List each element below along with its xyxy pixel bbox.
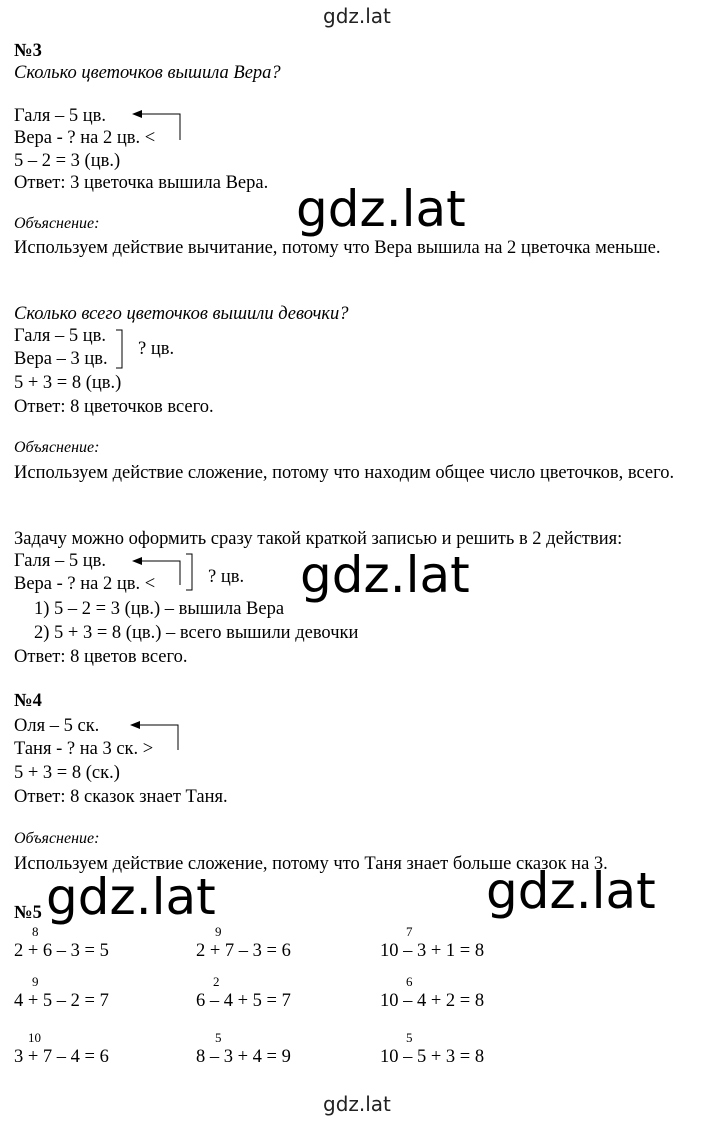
task3-answer1: Ответ: 3 цветочка вышила Вера. [14, 173, 269, 193]
task3-b-line2: Вера – 3 цв. [14, 349, 108, 369]
task4-expl-label: Объяснение: [14, 830, 100, 847]
task5-sup: 6 [406, 974, 413, 989]
task5-sup: 7 [406, 924, 413, 939]
task5-sup: 9 [215, 924, 222, 939]
task3-c-step1: 1) 5 – 2 = 3 (цв.) – вышила Вера [34, 599, 285, 619]
task3-b-answer: Ответ: 8 цветочков всего. [14, 397, 214, 417]
task5-expr: 6 – 4 + 5 = 7 [196, 991, 291, 1011]
task5-sup: 5 [215, 1030, 222, 1045]
task3-question1: Сколько цветочков вышила Вера? [14, 63, 281, 83]
task3-c-line2: Вера - ? на 2 цв. < [14, 574, 156, 594]
task5-expr: 4 + 5 – 2 = 7 [14, 991, 109, 1011]
task5-sup: 5 [406, 1030, 413, 1045]
task3-explanation1: Используем действие вычитание, потому что Вера вышила на 2 цветочка меньше. [14, 238, 661, 258]
watermark: gdz.lat [300, 546, 470, 604]
task3-expl-label2: Объяснение: [14, 439, 100, 456]
task5-expr: 2 + 7 – 3 = 6 [196, 941, 291, 961]
task3-b-total: ? цв. [138, 339, 175, 359]
task5-expr: 10 – 3 + 1 = 8 [380, 941, 485, 961]
task3-line2: Вера - ? на 2 цв. < [14, 128, 156, 148]
task3-combined-intro: Задачу можно оформить сразу такой краткой записью и решить в 2 действия: [14, 529, 623, 549]
task5-sup: 2 [213, 974, 220, 989]
task3-b-line1: Галя – 5 цв. [14, 326, 106, 346]
task3-c-total: ? цв. [208, 567, 245, 587]
task3-question2: Сколько всего цветочков вышили девочки? [14, 304, 349, 324]
site-footer: gdz.lat [323, 1092, 391, 1116]
task4-explanation: Используем действие сложение, потому что Таня знает больше сказок на 3. [14, 854, 608, 874]
task3-b-line3: 5 + 3 = 8 (цв.) [14, 373, 122, 393]
task5-expr: 8 – 3 + 4 = 9 [196, 1047, 291, 1067]
task3-explanation2: Используем действие сложение, потому что находим общее число цветочков, всего. [14, 463, 675, 483]
task3-c-line1: Галя – 5 цв. [14, 551, 106, 571]
task5-expr: 10 – 5 + 3 = 8 [380, 1047, 485, 1067]
task5-sup: 8 [32, 924, 39, 939]
task5-expr: 10 – 4 + 2 = 8 [380, 991, 485, 1011]
watermark: gdz.lat [296, 180, 466, 238]
task4-line2: Таня - ? на 3 ск. > [14, 739, 154, 759]
task5-expr: 3 + 7 – 4 = 6 [14, 1047, 109, 1067]
task3-c-answer: Ответ: 8 цветов всего. [14, 647, 188, 667]
task4-line1: Оля – 5 ск. [14, 716, 100, 736]
task3-line1: Галя – 5 цв. [14, 106, 106, 126]
watermark: gdz.lat [46, 868, 216, 926]
task4-number: №4 [14, 691, 42, 711]
task3-line3: 5 – 2 = 3 (цв.) [14, 151, 121, 171]
task5-number: №5 [14, 903, 42, 923]
site-header: gdz.lat [323, 4, 391, 28]
task4-line3: 5 + 3 = 8 (ск.) [14, 763, 120, 783]
task5-expr: 2 + 6 – 3 = 5 [14, 941, 109, 961]
watermark: gdz.lat [486, 862, 656, 920]
task3-expl-label1: Объяснение: [14, 215, 100, 232]
task5-sup: 10 [28, 1030, 41, 1045]
task3-number: №3 [14, 41, 42, 61]
task5-sup: 9 [32, 974, 39, 989]
task4-answer: Ответ: 8 сказок знает Таня. [14, 787, 228, 807]
task3-c-step2: 2) 5 + 3 = 8 (цв.) – всего вышили девочки [34, 623, 359, 643]
